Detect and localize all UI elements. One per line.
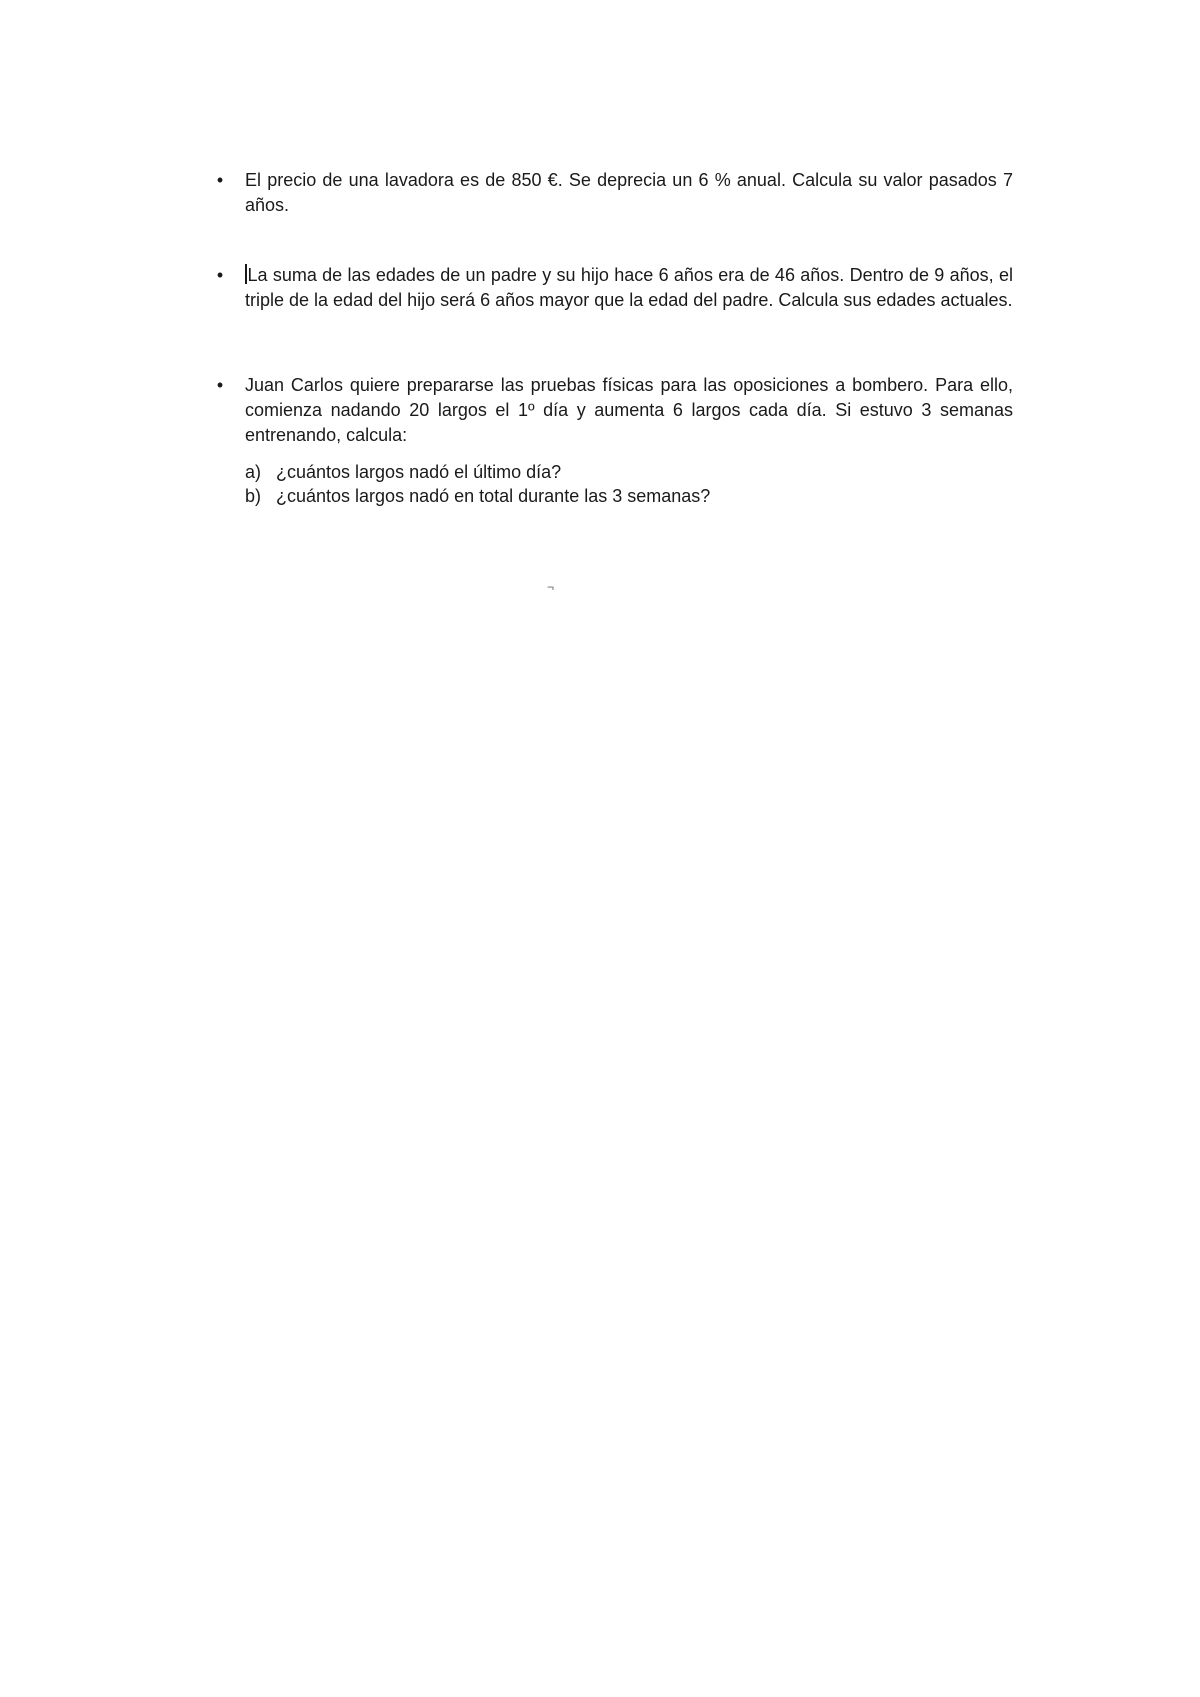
subquestion-a xyxy=(245,460,1013,484)
bullet-icon: • xyxy=(216,265,224,285)
problem-ages xyxy=(213,263,1013,313)
subquestion-marker: b) xyxy=(245,486,262,506)
problem-list xyxy=(213,168,1013,526)
text-cursor-icon xyxy=(245,264,247,284)
problem-swimming xyxy=(213,373,1013,508)
subquestion-list xyxy=(245,460,1013,508)
bullet-icon: • xyxy=(216,375,224,395)
subquestion-text[interactable]: ¿cuántos largos nadó en total durante las 3 semanas? xyxy=(276,486,711,506)
problem-text-wrapper[interactable] xyxy=(245,263,1013,313)
problem-text[interactable]: Juan Carlos quiere prepararse las pruebas físicas para las oposiciones a bombero. Para ello, comienza nadando 20 largos el 1º día y aumenta 6 largos cada día. Si estuvo 3 semanas entrenando, calcula: xyxy=(245,375,1013,445)
subquestion-text[interactable]: ¿cuántos largos nadó el último día? xyxy=(276,462,562,482)
stray-mark: ¬ xyxy=(547,580,555,594)
problem-text[interactable]: La suma de las edades de un padre y su hijo hace 6 años era de 46 años. Dentro de 9 años, el triple de la edad del hijo será 6 años mayor que la edad del padre. Calcula sus edades actuales. xyxy=(245,265,1013,310)
subquestion-b xyxy=(245,484,1013,508)
problem-text[interactable]: El precio de una lavadora es de 850 €. Se deprecia un 6 % anual. Calcula su valor pasados 7 años. xyxy=(245,170,1013,215)
subquestion-marker: a) xyxy=(245,462,262,482)
problem-depreciation xyxy=(213,168,1013,218)
bullet-icon: • xyxy=(216,170,224,190)
